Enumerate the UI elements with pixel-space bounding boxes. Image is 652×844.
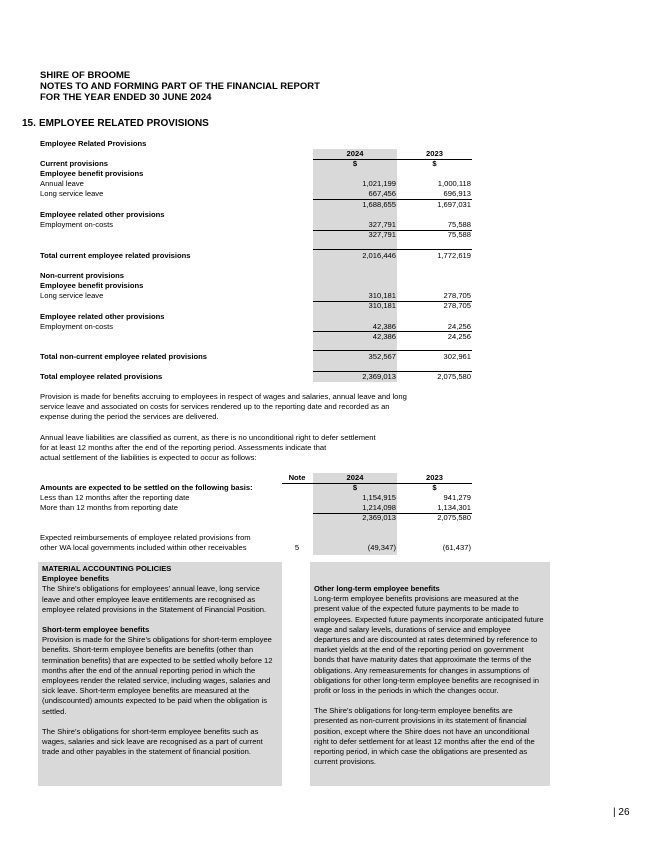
policies-title: MATERIAL ACCOUNTING POLICIES [42, 564, 172, 573]
table-row-label: Total non-current employee related provisions [40, 352, 207, 361]
table-cell-2024: 1,021,199 [362, 179, 396, 188]
table-row-label: Employment on-costs [40, 220, 114, 229]
table-cell-2023: 24,256 [447, 322, 471, 331]
header-line-3: FOR THE YEAR ENDED 30 JUNE 2024 [40, 92, 212, 103]
table-row-label: Employee related other provisions [40, 210, 165, 219]
table-row-label: Employee benefit provisions [40, 169, 144, 178]
table2-col-note: Note [288, 473, 306, 482]
table-row-label: Employment on-costs [40, 322, 114, 331]
table-row-label: Employee benefit provisions [40, 281, 144, 290]
table-cell-2024: 2,016,446 [362, 251, 396, 260]
table-cell-2023: 2,075,580 [437, 513, 471, 522]
table-cell-2023: 2,075,580 [437, 372, 471, 381]
table-row-label: More than 12 months from reporting date [40, 503, 179, 512]
section-title [22, 118, 209, 129]
short-term-heading: Short-term employee benefits [42, 625, 150, 635]
table1-unit-2023: $ [432, 159, 437, 168]
reimbursement-2024: (49,347) [367, 543, 396, 552]
table-cell-2024: 2,369,013 [362, 372, 396, 381]
table-cell-2023: 941,279 [443, 493, 471, 502]
report-header [40, 70, 320, 103]
table-cell-2023: 1,697,031 [437, 200, 471, 209]
short-term-text-2: The Shire’s obligations for short-term employee benefits such as wages, salaries and sick leave are recognised as a part of current trade and other payables in the statement of financial position. [42, 726, 263, 757]
table-cell-2024: 310,181 [368, 291, 396, 300]
table-cell-2024: 42,386 [372, 322, 396, 331]
table-cell-2023: 24,256 [447, 332, 471, 341]
table-cell-2024: 310,181 [368, 301, 396, 310]
table-row-label: Employee related other provisions [40, 312, 165, 321]
table-cell-2023: 1,000,118 [437, 179, 471, 188]
provision-paragraph: Provision is made for benefits accruing to employees in respect of wages and salaries, annual leave and long service leave and associated on costs for services rendered up to the reporting date and recorded as an expense during the period the services are delivered. [40, 392, 407, 421]
table2-unit-2024: $ [352, 483, 358, 492]
table-cell-2024: 327,791 [368, 220, 396, 229]
table-cell-2024: 1,214,098 [362, 503, 396, 512]
table-cell-2024: 42,386 [372, 332, 396, 341]
table-row-label: Total current employee related provisions [40, 251, 191, 260]
table-row-label: Less than 12 months after the reporting date [40, 493, 190, 502]
employee-benefits-text: The Shire’s obligations for employees’ annual leave, long service leave and other employee leave entitlements are recognised as employee related provisions in the Statement of Financial Position. [42, 584, 267, 614]
table2-heading: Amounts are expected to be settled on the following basis: [40, 483, 253, 492]
table-cell-2024: 2,369,013 [362, 513, 396, 522]
table-row-label: Total employee related provisions [40, 372, 163, 381]
employee-benefits-heading: Employee benefits [42, 574, 110, 584]
reimbursement-label-line-1: Expected reimbursements of employee related provisions from [40, 533, 251, 542]
table-row-label: Current provisions [40, 159, 108, 168]
table-cell-2023: 75,588 [447, 220, 471, 229]
reimbursement-2023: (61,437) [442, 543, 471, 552]
table-cell-2024: 352,567 [368, 352, 396, 361]
table-cell-2023: 696,913 [443, 189, 471, 198]
reimbursement-note: 5 [294, 543, 300, 552]
table1-unit-2024: $ [352, 159, 358, 168]
table-cell-2023: 278,705 [443, 301, 471, 310]
annual-leave-line-2: for at least 12 months after the end of the reporting period. Assessments indicate that [40, 443, 327, 452]
table-cell-2024: 1,688,655 [362, 200, 396, 209]
annual-leave-line-1: Annual leave liabilities are classified as current, as there is no unconditional right to defer settlement [40, 433, 376, 442]
table-cell-2023: 278,705 [443, 291, 471, 300]
page-number: | 26 [613, 807, 630, 818]
other-long-term-text: Long-term employee benefits provisions are measured at the present value of the expected future payments to be made to employees. Expected future payments incorporate anticipated future wage and salary levels, durations of service and employee departures and are discounted at rates determined by reference to market yields at the end of the reporting period on government bonds that have maturity dates that approximate the terms of the obligations. Any remeasurements for changes in assumptions of obligations for other long-term employee benefits are recognised in profit or loss in the periods in which the changes occur. [314, 594, 544, 696]
table-cell-2023: 1,772,619 [437, 251, 471, 260]
annual-leave-line-3: actual settlement of the liabilities is expected to occur as follows: [40, 453, 257, 462]
short-term-text: Provision is made for the Shire’s obligations for short-term employee benefits. Short-term employee benefits are benefits (other than termination benefits) that are expected to be settled wholly before 12 months after the end of the annual reporting period in which the employees render the related service, including wages, salaries and sick leave. Short-term employee benefits are measured at the (undiscounted) amounts expected to be paid when the obligation is settled. [42, 635, 273, 716]
table2-unit-2023: $ [432, 483, 437, 492]
table-row-label: Long service leave [40, 291, 104, 300]
header-line-2: NOTES TO AND FORMING PART OF THE FINANCIAL REPORT [40, 81, 320, 92]
table-cell-2024: 1,154,915 [362, 493, 396, 502]
table1-col-2024: 2024 [346, 149, 364, 158]
table2-col-2024: 2024 [346, 473, 364, 482]
table-cell-2023: 1,134,301 [437, 503, 471, 512]
header-line-1: SHIRE OF BROOME [40, 70, 131, 81]
table-cell-2023: 302,961 [443, 352, 471, 361]
table-cell-2024: 667,456 [368, 189, 396, 198]
policies-left-box [38, 562, 282, 786]
section-number: 15. [22, 118, 36, 129]
table-cell-2024: 327,791 [368, 230, 396, 239]
policies-right-box [310, 562, 550, 786]
table1-heading: Employee Related Provisions [40, 139, 147, 148]
annual-leave-paragraph [40, 433, 420, 463]
reimbursement-label-line-2: other WA local governments included within other receivables [40, 543, 247, 552]
table-cell-2023: 75,588 [447, 230, 471, 239]
table2-col-2023: 2023 [426, 473, 443, 482]
other-long-term-text-2: The Shire’s obligations for long-term employee benefits are presented as non-current provisions in its statement of financial position, except where the Shire does not have an unconditional right to defer settlement for at least 12 months after the end of the reporting period, in which case the obligations are presented as current provisions. [314, 706, 535, 767]
other-long-term-heading: Other long-term employee benefits [314, 584, 440, 593]
section-title-text: EMPLOYEE RELATED PROVISIONS [39, 118, 209, 129]
table1-col-2023: 2023 [426, 149, 443, 158]
table-row-label: Long service leave [40, 189, 104, 198]
table-row-label: Non-current provisions [40, 271, 124, 280]
total-rule [313, 350, 472, 351]
total-rule [313, 249, 472, 250]
table-row-label: Annual leave [40, 179, 84, 188]
